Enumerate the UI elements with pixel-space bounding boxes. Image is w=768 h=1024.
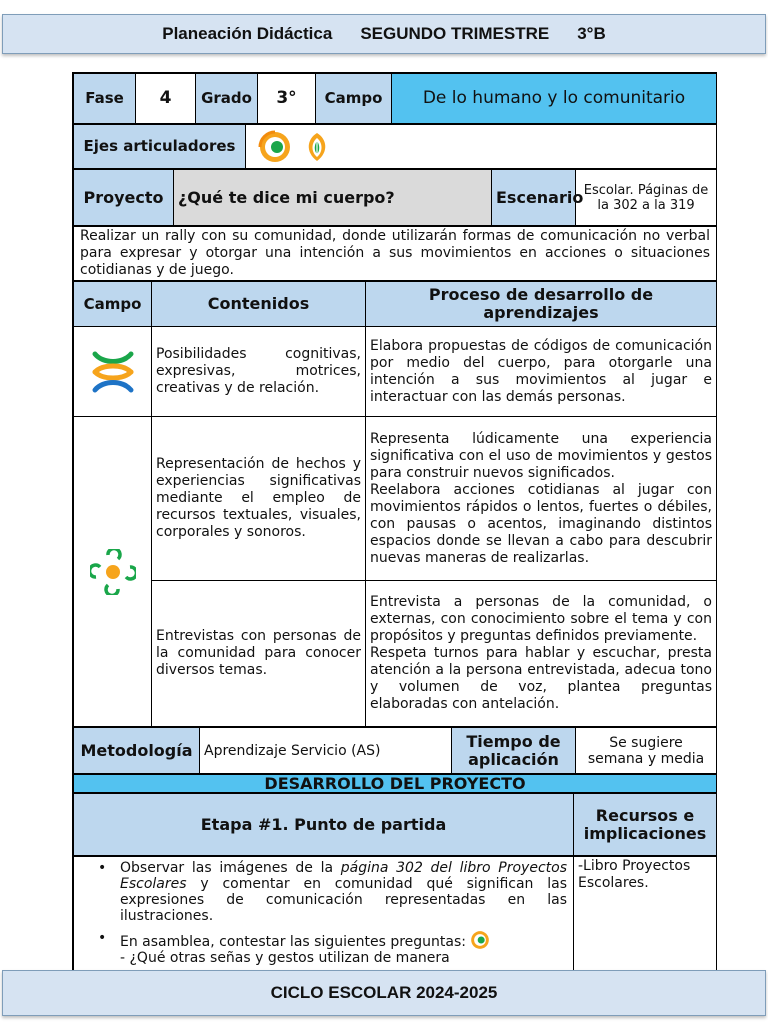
- proceso-1-p1: Elabora propuestas de códigos de comunicación por medio del cuerpo, para otorgarle una intención a sus movimientos al jugar e interactuar con las demás personas.: [370, 337, 712, 405]
- fase-value: 4: [136, 74, 196, 124]
- proceso-3: [366, 581, 717, 727]
- proceso-2-p1: Representa lúdicamente una experiencia significativa con el uso de movimientos y gestos para construir nuevos significados.: [370, 430, 712, 481]
- list-item: [74, 930, 567, 950]
- contenido-2: Representación de hechos y experiencias significativas mediante el empleo de recursos textuales, visuales, corporales y sonoros.: [152, 417, 366, 581]
- footer-banner: [2, 970, 766, 1016]
- contents-header-contenidos: Contenidos: [152, 282, 366, 327]
- bullet2-text: En asamblea, contestar las siguientes preguntas:: [120, 934, 466, 950]
- proceso-3-p1: Entrevista a personas de la comunidad, o externas, con conocimiento sobre el tema y con propósitos y preguntas definidos previamente.: [370, 594, 712, 644]
- stage-content-row: [73, 856, 717, 973]
- pensamiento-critico-icon: [470, 930, 490, 950]
- bullet1-italic: página 302 del libro Proyectos Escolares: [120, 860, 567, 892]
- contenido-1: Posibilidades cognitivas, expresivas, motrices, creativas y de relación.: [152, 327, 366, 417]
- metodologia-label: Metodología: [74, 728, 200, 774]
- proceso-1: [366, 327, 717, 417]
- list-item: [74, 860, 567, 924]
- ejes-icons: [246, 125, 717, 169]
- grado-label: Grado: [196, 74, 258, 124]
- vida-saludable-icon: [300, 130, 334, 164]
- info-row-ejes: [73, 124, 717, 169]
- proyecto-label: Proyecto: [74, 170, 174, 226]
- stage-activities: [74, 857, 574, 973]
- bullet1-text-a: Observar las imágenes de la: [120, 860, 341, 876]
- proceso-3-p2: Respeta turnos para hablar y escuchar, presta atención a la persona entrevistada, adecua tono y volumen de voz, plantea preguntas elaboradas con antelación.: [370, 645, 712, 712]
- resources-header: Recursos e implicaciones: [574, 794, 717, 856]
- activities-list: [74, 860, 567, 950]
- header-banner: [2, 14, 766, 54]
- table-row: [74, 327, 717, 417]
- footer-cycle: CICLO ESCOLAR 2024-2025: [270, 983, 498, 1002]
- info-row-proyecto: [73, 169, 717, 226]
- project-description: Realizar un rally con su comunidad, donde utilizarán formas de comunicación no verbal para expresar y otorgar una intención a sus movimientos en acciones o situaciones cotidianas y de juego.: [74, 227, 717, 281]
- contents-table: [73, 281, 717, 727]
- bullet1-text-b: y comentar en comunidad qué significan las expresiones de comunicación representadas en las ilustraciones.: [120, 876, 567, 924]
- table-row: [74, 417, 717, 581]
- proceso-2-p2: Reelabora acciones cotidianas al jugar con movimientos rápidos o lentos, fuertes o débiles, con pausas o acentos, imaginando distintos espacios donde se llevan a cabo para descubrir nuevas maneras de realizarlas.: [370, 481, 712, 566]
- campo-icon-cell-2: [74, 417, 152, 727]
- stage-resources: -Libro Proyectos Escolares.: [574, 857, 717, 973]
- escenario-value: Escolar. Páginas de la 302 a la 319: [576, 170, 717, 226]
- grado-value: 3°: [258, 74, 316, 124]
- ejes-label: Ejes articuladores: [74, 125, 246, 169]
- fase-label: Fase: [74, 74, 136, 124]
- tiempo-value: Se sugiere semana y media: [576, 728, 717, 774]
- header-title: Planeación Didáctica: [162, 24, 333, 43]
- stage-title: Etapa #1. Punto de partida: [74, 794, 574, 856]
- campo-value: De lo humano y lo comunitario: [392, 74, 717, 124]
- campo-icon-cell: [74, 327, 152, 417]
- escenario-label: Escenario: [492, 170, 576, 226]
- header-group: 3°B: [577, 24, 606, 43]
- info-row-description: [73, 226, 717, 281]
- contents-header-campo: Campo: [74, 282, 152, 327]
- human-figures-icon: [89, 348, 137, 396]
- metodologia-value: Aprendizaje Servicio (AS): [200, 728, 452, 774]
- sub-question: - ¿Qué otras señas y gestos utilizan de manera: [120, 950, 450, 966]
- proyecto-value: ¿Qué te dice mi cuerpo?: [174, 170, 492, 226]
- header-term: SEGUNDO TRIMESTRE: [360, 24, 550, 43]
- tiempo-label: Tiempo de aplicación: [452, 728, 576, 774]
- stage-header-row: [73, 793, 717, 856]
- desarrollo-title: DESARROLLO DEL PROYECTO: [74, 775, 717, 793]
- contents-header-proceso: Proceso de desarrollo de aprendizajes: [366, 282, 717, 327]
- table-row: [74, 581, 717, 727]
- desarrollo-title-row: [73, 774, 717, 793]
- contenido-3: Entrevistas con personas de la comunidad para conocer diversos temas.: [152, 581, 366, 727]
- pensamiento-critico-icon: [258, 130, 292, 164]
- community-circle-icon: [90, 549, 136, 595]
- campo-label: Campo: [316, 74, 392, 124]
- proceso-2: [366, 417, 717, 581]
- planning-sheet: [72, 72, 717, 973]
- info-row-1: [73, 73, 717, 124]
- metodologia-row: [73, 727, 717, 774]
